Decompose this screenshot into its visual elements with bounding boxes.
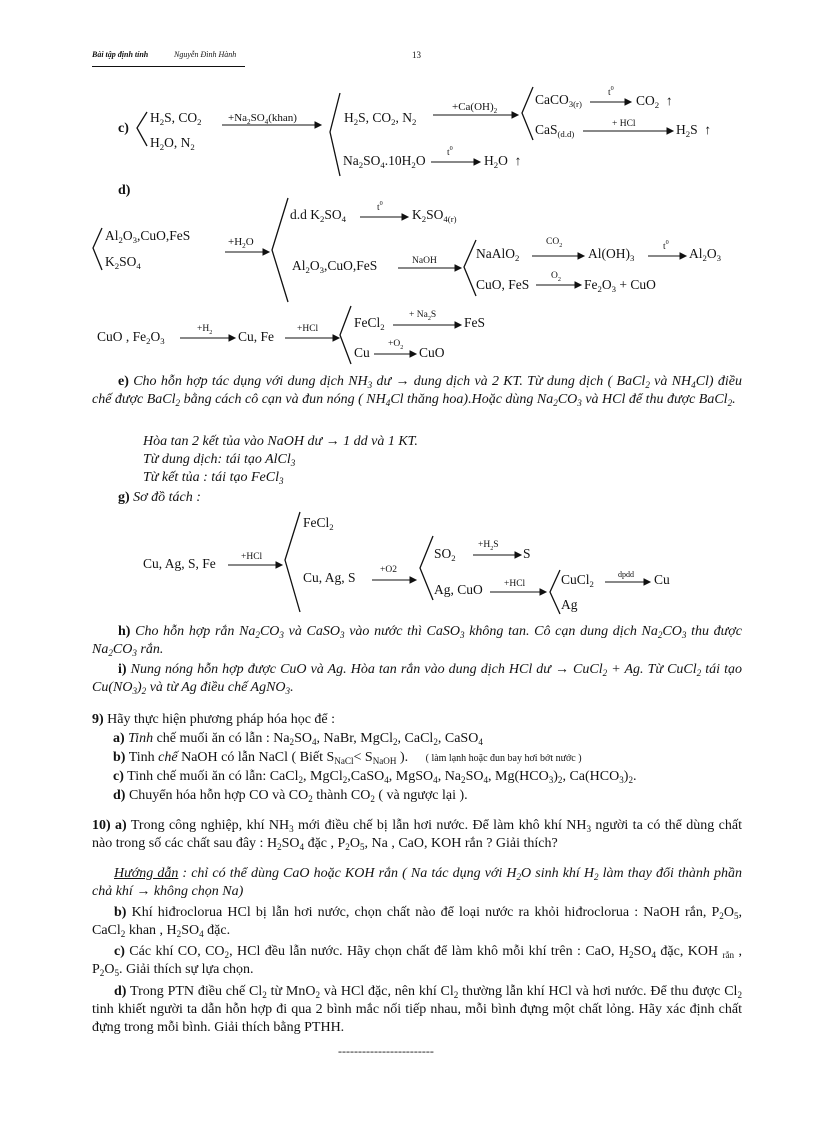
question-10a: 10) a) Trong công nghiệp, khí $NH_3$ mới điều chế bị lẫn hơi nước. Để làm khô khí $NH_3$ người ta có thể dùng chất nào trong số các chất sau đây : $H_2SO_4$ đặc , $P_2O_5$, Na , CaO, KOH rắn ? Giải thích? <box>92 818 742 852</box>
formula: $H_2S$ ↑ <box>676 122 712 139</box>
bracket-d3 <box>464 240 476 296</box>
arrow-label: $O_2$ <box>551 271 561 283</box>
formula: CuO <box>419 345 445 360</box>
formula: CuO , $Fe_2O_3$ <box>97 329 165 346</box>
arrow-label: $t^0$ <box>608 86 614 98</box>
formula: S <box>523 546 531 561</box>
question-10d: d) Trong PTN điều chế $Cl_2$ từ MnO$_2$ và HCl đặc, nên khí $Cl_2$ thường lẫn khí HCl và hơi nước. Để thu được $Cl_2$ tinh khiết người ta dẫn hỗn hợp đi qua 2 bình mắc nối tiếp nhau, mỗi bình đựng một chất lỏng. Hãy xác định chất đựng trong mỗi bình. Giải thích bằng PTHH. <box>92 984 742 1035</box>
formula: FeS <box>464 315 486 330</box>
bracket-d1 <box>93 228 102 270</box>
formula: $Al_2O_3,CuO,FeS$ <box>292 258 378 275</box>
formula: $H_2O$ ↑ <box>484 153 522 170</box>
arrow-label: +HCl <box>504 579 526 589</box>
arrow-label: $+H_2$ <box>197 324 213 336</box>
question-9a: a) Tinh chế muối ăn có lẫn : $Na_2SO_4$, NaBr, MgCl$_2$, CaCl$_2$, CaSO$_4$ <box>113 731 483 747</box>
end-rule: ------------------------ <box>338 1044 434 1058</box>
arrow-label: + HCl <box>612 119 636 129</box>
formula: Cu, Ag, S, Fe <box>143 556 216 571</box>
arrow-label: +HCl <box>297 324 319 334</box>
formula: Cu, Fe <box>238 329 275 344</box>
header-title: Bài tập định tính <box>92 50 149 59</box>
label-c: c) <box>118 121 129 136</box>
formula: CuO, FeS <box>476 277 530 292</box>
paragraph-h: h) Cho hỗn hợp rắn $Na_2CO_3$ và CaSO$_3$ vào nước thì CaSO$_3$ không tan. Cô cạn dung dịch $Na_2CO_3$ thu được $Na_2CO_3$ rắn. <box>92 624 742 658</box>
arrow-label: $+O_2$ <box>388 339 404 351</box>
formula: $Na_2SO_4.10H_2O$ <box>343 153 426 170</box>
formula: Cu <box>354 345 370 360</box>
question-9b: b) Tinh chế NaOH có lẫn NaCl ( Biết $S_{NaCl}< S_{NaOH}$ ). ( làm lạnh hoặc đun bay hơi bớt nước ) <box>113 750 582 766</box>
arrow-label: $+H_2S$ <box>478 540 499 552</box>
formula: d.d $K_2SO_4$ <box>290 207 347 224</box>
formula: FeCl$_2$ <box>303 515 334 532</box>
bracket-g2 <box>420 536 433 600</box>
arrow-label: $+Ca(OH)_2$ <box>452 101 498 115</box>
paragraph-e: e) Cho hỗn hợp tác dụng với dung dịch $NH_3$ dư → dung dịch và 2 KT. Từ dung dịch ( BaCl$_2$ và $NH_4Cl$) điều chế được BaCl$_2$ bằng cách cô cạn và đun nóng ( $NH_4Cl$ thăng hoa).Hoặc dùng $Na_2CO_3$ và HCl để thu được BaCl$_2$. <box>92 374 742 408</box>
arrow-label: $t^0$ <box>663 240 669 252</box>
text-e2: Hòa tan 2 kết tủa vào NaOH dư → 1 dd và 1 KT. <box>143 434 418 449</box>
arrow-label: $CO_2$ <box>546 237 563 249</box>
bracket-c3 <box>522 87 533 140</box>
guide-10a: Hướng dẫn : chỉ có thể dùng CaO hoặc KOH rắn ( Na tác dụng với $H_2O$ sinh khí $H_2$ làm thay đổi thành phần chả khí → không chọn Na) <box>92 866 742 899</box>
arrow-label: NaOH <box>412 256 437 266</box>
formula: $H_2S$, $CO_2$, $N_2$ <box>344 110 417 127</box>
label-d: d) <box>118 183 131 198</box>
arrow-label: $t^0$ <box>447 146 453 158</box>
question-9c: c) Tinh chế muối ăn có lẫn: CaCl$_2$, MgCl$_2$,CaSO$_4$, MgSO$_4$, $Na_2SO_4$, $Mg(HCO_3)_2$, $Ca(HCO_3)_2$. <box>113 769 637 785</box>
formula: CaCO$_{3(r)}$ <box>535 92 582 109</box>
question-9: 9) Hãy thực hiện phương pháp hóa học để : <box>92 712 336 727</box>
bracket-g1 <box>285 512 300 612</box>
formula: NaAlO$_2$ <box>476 246 520 263</box>
formula: $Al_2O_3$ <box>689 246 722 263</box>
formula: Ag <box>561 597 578 612</box>
formula: FeCl$_2$ <box>354 315 385 332</box>
formula: $Fe_2O_3$ + CuO <box>584 277 656 294</box>
formula: $CO_2$ ↑ <box>636 93 673 110</box>
formula: $H_2O$, $N_2$ <box>150 135 195 152</box>
text-e4: Từ kết tủa : tái tạo FeCl$_3$ <box>143 470 284 486</box>
formula: $K_2SO_{4(r)}$ <box>412 207 457 224</box>
header-author: Nguyễn Đình Hành <box>174 50 237 59</box>
formula: $SO_2$ <box>434 546 456 563</box>
paragraph-i: i) Nung nóng hỗn hợp được CuO và Ag. Hòa tan rắn vào dung dịch HCl dư → CuCl$_2$ + Ag. Từ CuCl$_2$ tái tạo $Cu(NO_3)_2$ và từ Ag điều chế AgNO$_3$. <box>92 662 742 696</box>
question-10c: c) Các khí CO, $CO_2$, HCl đều lẫn nước. Hãy chọn chất để làm khô mỗi khí trên : CaO, $H_2SO_4$ đặc, KOH $_{rắn}$ , $P_2O_5$. Giải thích sự lựa chọn. <box>92 944 742 978</box>
formula: Cu, Ag, S <box>303 570 356 585</box>
arrow-label: dpdd <box>618 570 634 579</box>
bracket-d2 <box>272 198 288 302</box>
arrow-label: +O2 <box>380 565 397 575</box>
formula: $Al_2O_3,CuO,FeS$ <box>105 228 191 245</box>
bracket-d4 <box>340 306 351 364</box>
formula: $H_2S$, $CO_2$ <box>150 110 202 127</box>
formula: Cu <box>654 572 670 587</box>
question-9d: d) Chuyển hóa hỗn hợp CO và $CO_2$ thành $CO_2$ ( và ngược lại ). <box>113 788 468 804</box>
formula: $K_2SO_4$ <box>105 254 141 271</box>
formula: CaS$_{(d.d)}$ <box>535 122 575 139</box>
bracket-c1 <box>137 112 147 146</box>
arrow-label: $+Na_2SO_4(khan)$ <box>228 112 297 126</box>
formula: $Al(OH)_3$ <box>588 246 635 263</box>
formula: CuCl$_2$ <box>561 572 594 589</box>
text-g: g) Sơ đồ tách : <box>118 490 201 505</box>
bracket-c2 <box>330 93 340 176</box>
text-e3: Từ dung dịch: tái tạo AlCl$_3$ <box>143 452 296 468</box>
arrow-label: $t^0$ <box>377 201 383 213</box>
question-10b: b) Khí hiđroclorua HCl bị lẫn hơi nước, chọn chất nào để loại nước ra khỏi hiđroclorua : NaOH rắn, $P_2O_5$, CaCl$_2$ khan , $H_2SO_4$ đặc. <box>92 905 742 939</box>
page-number: 13 <box>412 50 421 60</box>
arrow-label: $+H_2O$ <box>228 236 254 250</box>
bracket-g3 <box>550 570 560 614</box>
arrow-label: +HCl <box>241 552 263 562</box>
arrow-label: + $Na_2S$ <box>409 310 437 322</box>
formula: Ag, CuO <box>434 582 483 597</box>
